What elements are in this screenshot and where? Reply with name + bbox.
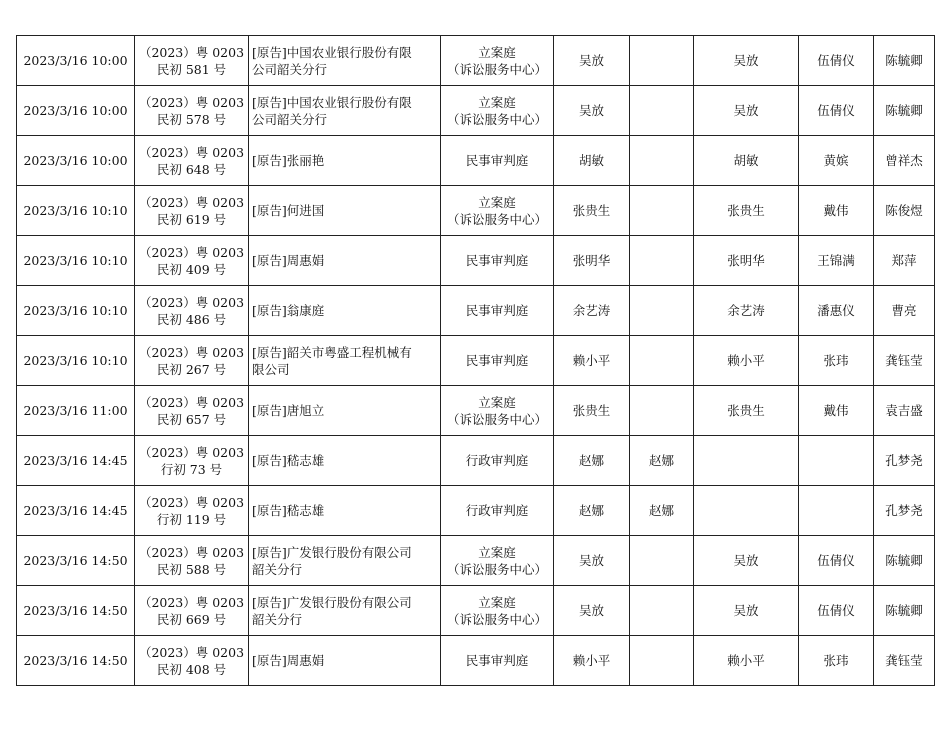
courtroom-cell-line: （诉讼服务中心）: [446, 561, 547, 577]
party-cell-line: [原告]何进国: [252, 203, 325, 218]
chief-judge-cell: 胡敏: [694, 136, 799, 186]
party-cell-line: [原告]嵇志雄: [252, 503, 325, 518]
courtroom-cell-line: 立案庭: [478, 544, 516, 560]
courtroom-cell: [441, 436, 554, 486]
chief-judge-cell: 赖小平: [694, 636, 799, 686]
party-cell: [249, 486, 441, 536]
case-number-cell-line: （2023）粤 0203: [138, 194, 245, 210]
table-body: [17, 36, 935, 686]
courtroom-cell-line: （诉讼服务中心）: [446, 411, 547, 427]
clerk-cell: 孔梦尧: [874, 436, 935, 486]
judge-assistant-cell: [799, 436, 874, 486]
clerk-cell: 曹亮: [874, 286, 935, 336]
courtroom-cell-line: 行政审判庭: [465, 453, 529, 468]
courtroom-cell: [441, 386, 554, 436]
hearing-time-cell: 2023/3/16 14:45: [17, 486, 135, 536]
chief-judge-cell: 张贵生: [694, 386, 799, 436]
judge-assistant-cell: [799, 486, 874, 536]
clerk-cell: 龚钰莹: [874, 636, 935, 686]
party-cell-line: [原告]韶关市粤盛工程机械有: [252, 344, 412, 360]
courtroom-cell-line: 民事审判庭: [465, 153, 529, 168]
table-row: [17, 636, 935, 686]
table-row: [17, 236, 935, 286]
presiding-judge-cell: [630, 86, 694, 136]
party-cell-line: 限公司: [252, 361, 290, 377]
case-number-cell: [135, 336, 249, 386]
party-cell-line: [原告]嵇志雄: [252, 453, 325, 468]
table-row: [17, 436, 935, 486]
presiding-judge-cell: [630, 536, 694, 586]
judge-cell: 张贵生: [554, 386, 630, 436]
case-number-cell: [135, 386, 249, 436]
chief-judge-cell: [694, 436, 799, 486]
table-row: [17, 286, 935, 336]
party-cell-line: [原告]周惠娟: [252, 253, 325, 268]
party-cell: [249, 186, 441, 236]
case-number-cell-line: （2023）粤 0203: [138, 294, 245, 310]
table-row: [17, 186, 935, 236]
party-cell: [249, 136, 441, 186]
hearing-time-cell: 2023/3/16 14:50: [17, 586, 135, 636]
judge-cell: 吴放: [554, 586, 630, 636]
clerk-cell: 龚钰莹: [874, 336, 935, 386]
presiding-judge-cell: [630, 286, 694, 336]
courtroom-cell-line: （诉讼服务中心）: [446, 611, 547, 627]
party-cell-line: 韶关分行: [252, 611, 303, 627]
party-cell: [249, 436, 441, 486]
judge-assistant-cell: 张玮: [799, 336, 874, 386]
presiding-judge-cell: 赵娜: [630, 436, 694, 486]
chief-judge-cell: 吴放: [694, 36, 799, 86]
judge-cell: 张贵生: [554, 186, 630, 236]
chief-judge-cell: 张贵生: [694, 186, 799, 236]
case-number-cell-line: （2023）粤 0203: [138, 244, 245, 260]
judge-assistant-cell: 伍倩仪: [799, 586, 874, 636]
judge-cell: 赵娜: [554, 436, 630, 486]
courtroom-cell-line: 民事审判庭: [465, 253, 529, 268]
table-row: [17, 386, 935, 436]
judge-assistant-cell: 黄嫔: [799, 136, 874, 186]
party-cell: [249, 636, 441, 686]
case-number-cell-line: （2023）粤 0203: [138, 144, 245, 160]
table-row: [17, 536, 935, 586]
presiding-judge-cell: [630, 336, 694, 386]
case-number-cell: [135, 136, 249, 186]
clerk-cell: 袁吉盛: [874, 386, 935, 436]
courtroom-cell: [441, 586, 554, 636]
courtroom-cell: [441, 86, 554, 136]
hearing-time-cell: 2023/3/16 10:00: [17, 36, 135, 86]
hearing-time-cell: 2023/3/16 10:00: [17, 86, 135, 136]
clerk-cell: 郑萍: [874, 236, 935, 286]
table-row: [17, 586, 935, 636]
case-number-cell: [135, 636, 249, 686]
judge-cell: 赖小平: [554, 336, 630, 386]
case-number-cell: [135, 436, 249, 486]
case-number-cell-line: 民初 657 号: [156, 411, 227, 427]
judge-cell: 赖小平: [554, 636, 630, 686]
clerk-cell: 孔梦尧: [874, 486, 935, 536]
courtroom-cell-line: 立案庭: [478, 194, 516, 210]
judge-assistant-cell: 潘惠仪: [799, 286, 874, 336]
presiding-judge-cell: [630, 636, 694, 686]
courtroom-cell-line: 立案庭: [478, 94, 516, 110]
table-row: [17, 36, 935, 86]
case-number-cell-line: 行初 119 号: [156, 511, 227, 527]
judge-cell: 吴放: [554, 536, 630, 586]
case-number-cell-line: 民初 669 号: [156, 611, 227, 627]
courtroom-cell-line: 民事审判庭: [465, 353, 529, 368]
party-cell-line: 公司韶关分行: [252, 111, 328, 127]
party-cell: [249, 286, 441, 336]
judge-cell: 余艺涛: [554, 286, 630, 336]
judge-assistant-cell: 伍倩仪: [799, 36, 874, 86]
case-number-cell: [135, 236, 249, 286]
hearing-time-cell: 2023/3/16 14:50: [17, 536, 135, 586]
case-number-cell: [135, 86, 249, 136]
courtroom-cell: [441, 186, 554, 236]
party-cell: [249, 336, 441, 386]
courtroom-cell: [441, 636, 554, 686]
party-cell-line: [原告]翁康庭: [252, 303, 325, 318]
judge-assistant-cell: 伍倩仪: [799, 86, 874, 136]
case-number-cell-line: （2023）粤 0203: [138, 394, 245, 410]
hearing-time-cell: 2023/3/16 10:00: [17, 136, 135, 186]
clerk-cell: 陈俊煜: [874, 186, 935, 236]
chief-judge-cell: 余艺涛: [694, 286, 799, 336]
case-number-cell-line: 民初 648 号: [156, 161, 227, 177]
case-number-cell-line: 民初 409 号: [156, 261, 227, 277]
party-cell: [249, 386, 441, 436]
courtroom-cell: [441, 536, 554, 586]
hearing-time-cell: 2023/3/16 10:10: [17, 286, 135, 336]
judge-assistant-cell: 戴伟: [799, 386, 874, 436]
case-number-cell-line: （2023）粤 0203: [138, 594, 245, 610]
case-number-cell-line: （2023）粤 0203: [138, 94, 245, 110]
judge-cell: 吴放: [554, 86, 630, 136]
presiding-judge-cell: [630, 136, 694, 186]
case-number-cell-line: 民初 408 号: [156, 661, 227, 677]
party-cell-line: [原告]中国农业银行股份有限: [252, 94, 412, 110]
courtroom-cell-line: （诉讼服务中心）: [446, 111, 547, 127]
case-number-cell: [135, 36, 249, 86]
hearing-time-cell: 2023/3/16 10:10: [17, 336, 135, 386]
party-cell-line: 韶关分行: [252, 561, 303, 577]
party-cell: [249, 236, 441, 286]
case-number-cell-line: 民初 267 号: [156, 361, 227, 377]
presiding-judge-cell: [630, 386, 694, 436]
courtroom-cell: [441, 336, 554, 386]
clerk-cell: 陈毓卿: [874, 536, 935, 586]
party-cell-line: [原告]中国农业银行股份有限: [252, 44, 412, 60]
courtroom-cell-line: 立案庭: [478, 394, 516, 410]
clerk-cell: 陈毓卿: [874, 586, 935, 636]
clerk-cell: 陈毓卿: [874, 36, 935, 86]
courtroom-cell-line: 行政审判庭: [465, 503, 529, 518]
judge-assistant-cell: 王锦满: [799, 236, 874, 286]
courtroom-cell: [441, 236, 554, 286]
judge-cell: 胡敏: [554, 136, 630, 186]
chief-judge-cell: 吴放: [694, 586, 799, 636]
presiding-judge-cell: [630, 236, 694, 286]
courtroom-cell: [441, 286, 554, 336]
courtroom-cell-line: 民事审判庭: [465, 653, 529, 668]
table-row: [17, 486, 935, 536]
hearing-time-cell: 2023/3/16 14:50: [17, 636, 135, 686]
case-number-cell: [135, 286, 249, 336]
presiding-judge-cell: [630, 36, 694, 86]
party-cell: [249, 36, 441, 86]
courtroom-cell: [441, 136, 554, 186]
chief-judge-cell: 吴放: [694, 86, 799, 136]
hearing-time-cell: 2023/3/16 14:45: [17, 436, 135, 486]
table-row: [17, 336, 935, 386]
case-number-cell-line: 行初 73 号: [160, 461, 223, 477]
case-number-cell-line: 民初 588 号: [156, 561, 227, 577]
case-number-cell: [135, 536, 249, 586]
chief-judge-cell: 赖小平: [694, 336, 799, 386]
party-cell-line: [原告]广发银行股份有限公司: [252, 594, 412, 610]
judge-cell: 赵娜: [554, 486, 630, 536]
case-number-cell: [135, 186, 249, 236]
judge-cell: 张明华: [554, 236, 630, 286]
judge-assistant-cell: 戴伟: [799, 186, 874, 236]
party-cell-line: [原告]张丽艳: [252, 153, 325, 168]
courtroom-cell-line: （诉讼服务中心）: [446, 61, 547, 77]
case-number-cell-line: 民初 578 号: [156, 111, 227, 127]
case-number-cell-line: （2023）粤 0203: [138, 44, 245, 60]
hearing-schedule-table: [16, 35, 935, 686]
party-cell-line: [原告]唐旭立: [252, 403, 325, 418]
presiding-judge-cell: 赵娜: [630, 486, 694, 536]
hearing-time-cell: 2023/3/16 10:10: [17, 186, 135, 236]
case-number-cell-line: （2023）粤 0203: [138, 444, 245, 460]
presiding-judge-cell: [630, 186, 694, 236]
judge-assistant-cell: 伍倩仪: [799, 536, 874, 586]
courtroom-cell-line: （诉讼服务中心）: [446, 211, 547, 227]
party-cell: [249, 586, 441, 636]
case-number-cell-line: 民初 619 号: [156, 211, 227, 227]
hearing-time-cell: 2023/3/16 11:00: [17, 386, 135, 436]
case-number-cell: [135, 486, 249, 536]
courtroom-cell-line: 民事审判庭: [465, 303, 529, 318]
courtroom-cell: [441, 36, 554, 86]
chief-judge-cell: 张明华: [694, 236, 799, 286]
party-cell: [249, 86, 441, 136]
chief-judge-cell: [694, 486, 799, 536]
party-cell: [249, 536, 441, 586]
judge-cell: 吴放: [554, 36, 630, 86]
table-row: [17, 136, 935, 186]
clerk-cell: 陈毓卿: [874, 86, 935, 136]
case-number-cell-line: （2023）粤 0203: [138, 644, 245, 660]
case-number-cell-line: 民初 581 号: [156, 61, 227, 77]
chief-judge-cell: 吴放: [694, 536, 799, 586]
courtroom-cell-line: 立案庭: [478, 44, 516, 60]
presiding-judge-cell: [630, 586, 694, 636]
clerk-cell: 曾祥杰: [874, 136, 935, 186]
judge-assistant-cell: 张玮: [799, 636, 874, 686]
table-row: [17, 86, 935, 136]
case-number-cell-line: （2023）粤 0203: [138, 344, 245, 360]
case-number-cell-line: （2023）粤 0203: [138, 494, 245, 510]
party-cell-line: [原告]周惠娟: [252, 653, 325, 668]
courtroom-cell-line: 立案庭: [478, 594, 516, 610]
case-number-cell: [135, 586, 249, 636]
party-cell-line: 公司韶关分行: [252, 61, 328, 77]
case-number-cell-line: （2023）粤 0203: [138, 544, 245, 560]
courtroom-cell: [441, 486, 554, 536]
party-cell-line: [原告]广发银行股份有限公司: [252, 544, 412, 560]
hearing-time-cell: 2023/3/16 10:10: [17, 236, 135, 286]
case-number-cell-line: 民初 486 号: [156, 311, 227, 327]
